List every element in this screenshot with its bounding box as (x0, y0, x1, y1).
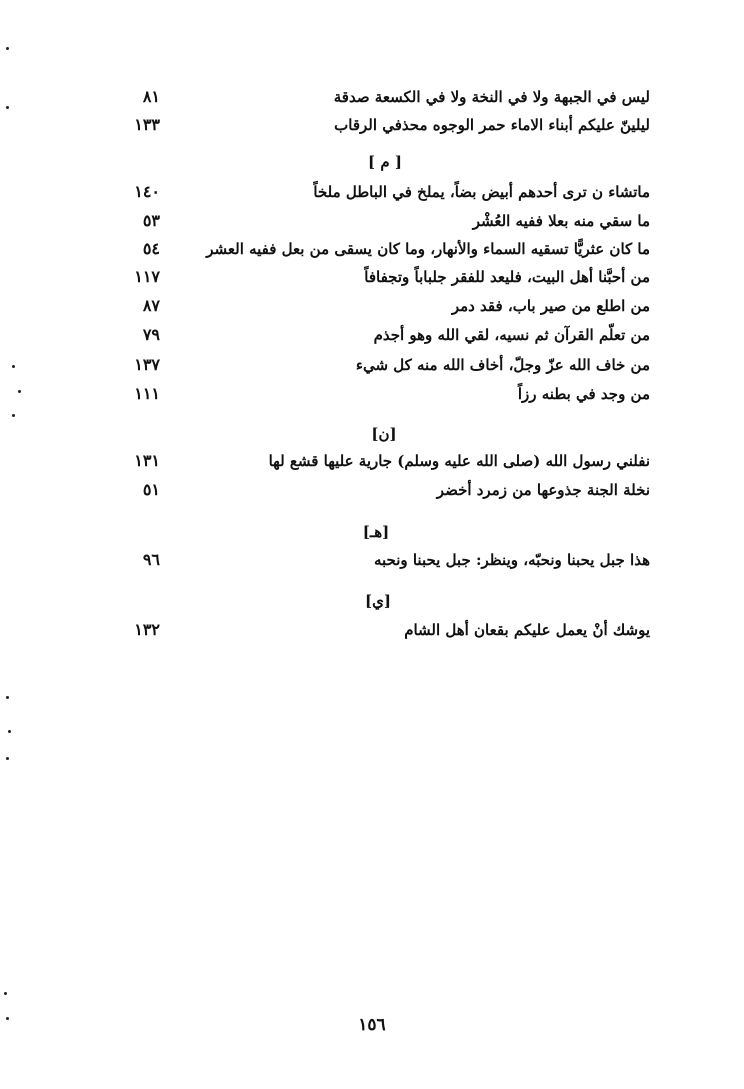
index-entry (60, 110, 660, 140)
entry-page-ref: ٧٩ (142, 325, 160, 344)
entry-text: من خاف الله عزّ وجلّ، أخاف الله منه كل شيء (355, 356, 650, 374)
section-heading-nun: [ن] (371, 425, 397, 443)
entry-text: ما سقي منه بعلا ففيه العُشْر (472, 212, 650, 230)
index-entry (60, 177, 660, 207)
index-entry (60, 234, 660, 264)
index-entry (60, 206, 660, 236)
entry-text: من وجد في بطنه رزاً (517, 385, 650, 403)
entry-text: نفلني رسول الله (صلى الله عليه وسلم) جارية عليها قشع لها (268, 452, 650, 470)
scan-speck (6, 47, 9, 50)
section-heading-mim: [ م ] (368, 153, 402, 171)
section-heading-ya: [ي] (365, 592, 391, 610)
entry-text: من أحبَّنا أهل البيت، فليعد للفقر جلباباً وتجفافاً (364, 268, 650, 286)
index-entry (60, 379, 660, 409)
entry-page-ref: ٨١ (142, 87, 160, 106)
entry-page-ref: ١١١ (134, 384, 160, 403)
entry-page-ref: ١٣٢ (134, 620, 160, 639)
index-entry (60, 350, 660, 380)
entry-text: من اطلع من صير باب، فقد دمر (451, 297, 650, 315)
entry-text: يوشك أنْ يعمل عليكم بقعان أهل الشام (404, 621, 650, 639)
section-heading-ha: [هـ] (362, 523, 390, 541)
entry-page-ref: ١٤٠ (134, 182, 160, 201)
index-entry (60, 320, 660, 350)
scan-speck (6, 106, 9, 109)
entry-page-ref: ٥٣ (142, 211, 160, 230)
entry-page-ref: ٥١ (142, 480, 160, 499)
entry-text: ليلينّ عليكم أبناء الاماء حمر الوجوه محذفي الرقاب (334, 116, 650, 134)
index-entry (60, 291, 660, 321)
entry-page-ref: ٩٦ (142, 550, 160, 569)
entry-page-ref: ١١٧ (134, 267, 160, 286)
entry-page-ref: ١٣٣ (134, 115, 160, 134)
entry-text: نخلة الجنة جذوعها من زمرد أخضر (436, 481, 650, 499)
page-number: ١٥٦ (358, 1015, 386, 1035)
entry-page-ref: ١٣١ (134, 451, 160, 470)
entry-page-ref: ١٣٧ (134, 355, 160, 374)
entry-page-ref: ٨٧ (142, 296, 160, 315)
index-entry (60, 82, 660, 112)
entry-text: ما كان عثريًّا تسقيه السماء والأنهار، وما كان يسقى من بعل ففيه العشر (206, 240, 650, 258)
entry-page-ref: ٥٤ (142, 239, 160, 258)
scan-speck (12, 414, 15, 417)
entry-text: من تعلّم القرآن ثم نسيه، لقي الله وهو أجذم (373, 326, 650, 344)
scan-speck (6, 696, 9, 699)
scan-speck (4, 992, 7, 995)
index-entry (60, 615, 660, 645)
index-entry (60, 446, 660, 476)
entry-text: ليس في الجبهة ولا في النخة ولا في الكسعة صدقة (333, 88, 650, 106)
scan-speck (18, 390, 21, 393)
index-entry (60, 475, 660, 505)
index-entry (60, 545, 660, 575)
scan-speck (8, 730, 11, 733)
scan-speck (12, 365, 15, 368)
entry-text: ماتشاء ن ترى أحدهم أبيض بضاً، يملخ في الباطل ملخاً (313, 183, 650, 201)
scan-speck (6, 1017, 9, 1020)
scan-speck (6, 757, 9, 760)
entry-text: هذا جبل يحبنا ونحبّه، وينظر: جبل يحبنا ونحبه (373, 551, 650, 569)
index-entry (60, 262, 660, 292)
